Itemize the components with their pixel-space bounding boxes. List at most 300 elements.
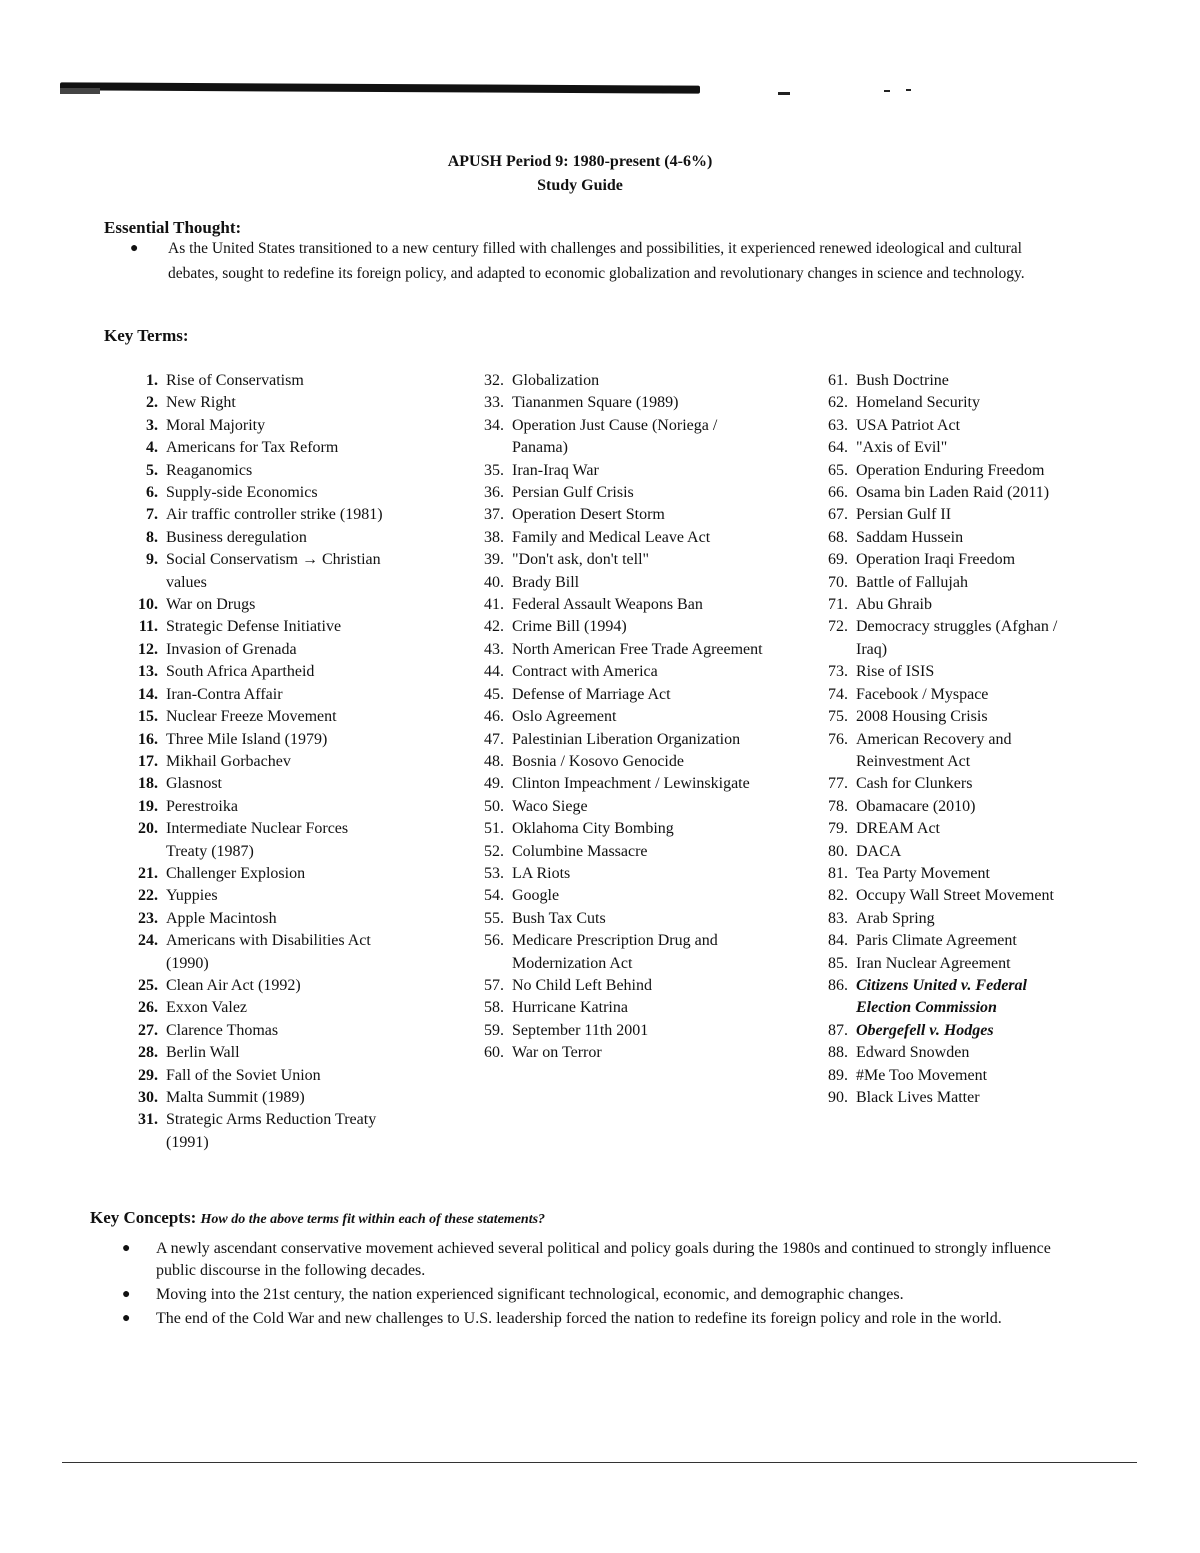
key-term-number: 4. [146,439,158,457]
key-term-label: DACA [856,842,902,860]
key-term-item [130,908,390,930]
key-term-number: 83. [828,909,848,927]
key-term-number: 51. [484,820,504,838]
key-term-number: 5. [146,461,158,479]
key-term-label: Facebook / Myspace [856,685,989,703]
key-term-item [130,930,390,975]
key-term-item [130,773,390,795]
key-term-number: 15. [138,708,158,726]
key-term-label: No Child Left Behind [512,976,652,994]
key-term-number: 49. [484,775,504,793]
key-term-item [474,863,764,885]
key-concept-item [122,1238,1092,1282]
key-term-label: Operation Just Cause (Noriega / Panama) [512,416,718,457]
key-term-item [130,594,390,616]
key-term-item [474,572,764,594]
key-term-item [816,594,1076,616]
key-term-item [816,1020,1076,1042]
key-term-item [130,415,390,437]
key-term-item [816,482,1076,504]
key-term-item [474,796,764,818]
key-term-label: Operation Desert Storm [512,506,665,524]
key-term-item [130,1065,390,1087]
key-term-label: Strategic Arms Reduction Treaty (1991) [166,1111,377,1151]
key-term-label: DREAM Act [856,820,940,838]
key-term-number: 39. [484,551,504,569]
document-subtitle: Study Guide [537,177,623,194]
key-term-label: Challenger Explosion [166,864,306,882]
key-term-number: 1. [146,372,158,389]
key-term-label: Rise of ISIS [856,663,935,681]
key-term-label: Cash for Clunkers [856,775,973,793]
key-term-number: 25. [138,976,158,994]
key-term-number: 28. [138,1044,158,1062]
document-title-block [0,150,1160,198]
key-term-number: 55. [484,909,504,927]
key-concepts-list [122,1238,1092,1332]
key-term-label: Palestinian Liberation Organization [512,730,741,748]
key-term-label: Battle of Fallujah [856,573,968,591]
key-term-label: Clarence Thomas [166,1021,279,1039]
key-term-label: Homeland Security [856,394,980,412]
key-term-number: 24. [138,932,158,950]
key-term-number: 47. [484,730,504,748]
key-term-number: 61. [828,372,848,389]
key-terms-column-3 [816,370,1076,1109]
key-terms-heading: Key Terms: [104,326,189,345]
key-term-label: 2008 Housing Crisis [856,708,988,726]
key-term-number: 74. [828,685,848,703]
key-term-number: 14. [138,685,158,703]
key-term-label: Tea Party Movement [856,864,990,882]
key-term-item [816,684,1076,706]
key-term-item [816,572,1076,594]
key-term-number: 10. [138,596,158,614]
key-term-item [130,370,390,392]
key-term-item [816,796,1076,818]
key-term-number: 35. [484,461,504,479]
key-term-label: USA Patriot Act [856,416,961,434]
key-term-label: Mikhail Gorbachev [166,752,291,770]
key-term-item [816,729,1076,774]
scan-speck [906,89,911,91]
key-term-item [130,975,390,997]
key-term-label: Edward Snowden [856,1044,970,1062]
key-term-number: 46. [484,708,504,726]
key-term-item [816,975,1076,1020]
key-term-item [816,841,1076,863]
key-term-label: Americans with Disabilities Act (1990) [166,932,371,972]
key-term-number: 73. [828,663,848,681]
key-term-label: "Axis of Evil" [856,439,948,457]
key-term-number: 12. [138,640,158,658]
key-term-label: New Right [166,394,236,412]
key-term-label: American Recovery and Reinvestment Act [856,730,1012,770]
key-term-number: 77. [828,775,848,793]
key-term-number: 13. [138,663,158,681]
key-term-label: September 11th 2001 [512,1021,649,1039]
key-term-item [130,863,390,885]
key-term-item [130,616,390,638]
key-term-number: 76. [828,730,848,748]
key-term-number: 59. [484,1021,504,1039]
key-term-label: Obergefell v. Hodges [856,1021,994,1039]
key-term-item [130,437,390,459]
key-term-number: 86. [828,976,848,994]
key-term-label: Three Mile Island (1979) [166,730,328,748]
key-term-number: 7. [146,506,158,524]
key-term-number: 79. [828,820,848,838]
key-term-item [130,729,390,751]
key-term-item [130,818,390,863]
key-term-item [816,863,1076,885]
essential-thought-bullet [130,236,1030,286]
key-term-number: 34. [484,416,504,434]
key-term-label: North American Free Trade Agreement [512,640,763,658]
key-term-label: "Don't ask, don't tell" [512,551,650,569]
key-term-item [130,1087,390,1109]
key-term-label: Obamacare (2010) [856,797,976,815]
key-term-label: Bosnia / Kosovo Genocide [512,752,684,770]
key-term-label: Osama bin Laden Raid (2011) [856,484,1050,502]
key-term-item [816,953,1076,975]
key-term-label: Reaganomics [166,461,253,479]
key-term-item [474,773,764,795]
key-term-item [130,504,390,526]
key-term-item [474,527,764,549]
key-term-label: Apple Macintosh [166,909,277,927]
key-term-label: Supply-side Economics [166,484,318,502]
key-term-item [474,908,764,930]
key-term-number: 23. [138,909,158,927]
key-term-item [474,930,764,975]
key-term-item [816,549,1076,571]
key-term-number: 37. [484,506,504,524]
key-term-number: 58. [484,999,504,1017]
key-term-item [474,504,764,526]
key-term-item [816,885,1076,907]
key-term-label: South Africa Apartheid [166,663,315,681]
key-term-number: 54. [484,887,504,905]
key-terms-column-1 [130,370,390,1154]
key-term-item [816,1065,1076,1087]
key-term-label: Rise of Conservatism [166,372,304,389]
key-term-number: 43. [484,640,504,658]
key-term-number: 72. [828,618,848,636]
key-term-item [474,594,764,616]
key-term-number: 60. [484,1044,504,1062]
key-term-item [816,773,1076,795]
key-term-number: 22. [138,887,158,905]
key-term-label: Family and Medical Leave Act [512,528,711,546]
key-term-item [474,684,764,706]
key-term-item [816,706,1076,728]
key-term-number: 80. [828,842,848,860]
key-term-label: LA Riots [512,864,571,882]
essential-thought-text: As the United States transitioned to a new century filled with challenges and possibilities, it experienced renewed ideological and cultural debates, sought to redefine its foreign policy, and adapted to economic globalization and revolutionary changes in science and technology. [168,240,1025,282]
key-term-label: Globalization [512,372,600,389]
key-term-label: Google [512,887,560,905]
key-term-number: 65. [828,461,848,479]
key-term-label: Persian Gulf II [856,506,952,524]
key-term-number: 27. [138,1021,158,1039]
key-term-item [130,549,390,594]
key-term-number: 3. [146,416,158,434]
key-term-label: Glasnost [166,775,222,793]
bullet-icon: ● [122,1287,131,1302]
key-term-number: 50. [484,797,504,815]
key-term-item [130,639,390,661]
key-term-label: Black Lives Matter [856,1089,980,1106]
key-term-item [474,729,764,751]
key-term-item [474,818,764,840]
key-concepts-heading: Key Concepts: [90,1208,197,1227]
key-term-number: 11. [138,618,158,636]
key-term-label: Iran Nuclear Agreement [856,954,1011,972]
key-term-item [816,392,1076,414]
key-term-item [816,661,1076,683]
key-concept-item [122,1284,1092,1306]
key-term-number: 17. [138,752,158,770]
key-term-label: Columbine Massacre [512,842,648,860]
key-term-label: Air traffic controller strike (1981) [166,506,383,524]
key-concepts-prompt: How do the above terms fit within each of these statements? [200,1212,546,1227]
scan-speck [884,90,890,92]
key-term-item [816,527,1076,549]
document-title: APUSH Period 9: 1980-present (4-6%) [447,153,713,170]
key-term-number: 44. [484,663,504,681]
key-term-label: Abu Ghraib [856,596,932,614]
key-term-label: Social Conservatism → Christian values [166,551,381,591]
key-terms-column-2 [474,370,764,1065]
key-term-item [130,706,390,728]
key-term-item [130,796,390,818]
key-term-number: 82. [828,887,848,905]
key-term-number: 30. [138,1089,158,1106]
key-term-item [474,751,764,773]
key-term-label: Waco Siege [512,797,588,815]
bullet-icon: ● [130,241,139,256]
key-term-label: Operation Iraqi Freedom [856,551,1016,569]
key-term-label: Contract with America [512,663,658,681]
key-term-item [474,706,764,728]
key-term-number: 67. [828,506,848,524]
key-term-number: 19. [138,797,158,815]
key-term-label: Occupy Wall Street Movement [856,887,1054,905]
key-term-number: 84. [828,932,848,950]
key-term-item [130,1020,390,1042]
key-term-number: 36. [484,484,504,502]
key-term-number: 6. [146,484,158,502]
key-term-item [474,997,764,1019]
key-term-number: 52. [484,842,504,860]
key-term-item [130,1042,390,1064]
key-term-label: Yuppies [166,887,218,905]
key-term-item [474,1020,764,1042]
key-term-number: 45. [484,685,504,703]
key-term-label: Democracy struggles (Afghan / Iraq) [856,618,1058,658]
key-term-label: Perestroika [166,797,238,815]
key-term-label: Oslo Agreement [512,708,617,726]
key-term-item [474,392,764,414]
key-concept-item [122,1308,1092,1330]
key-term-number: 53. [484,864,504,882]
key-term-item [130,1109,390,1154]
bullet-icon: ● [122,1311,131,1326]
key-term-label: Clinton Impeachment / Lewinskigate [512,775,750,793]
key-term-number: 85. [828,954,848,972]
key-term-label: Strategic Defense Initiative [166,618,342,636]
key-term-item [816,504,1076,526]
key-term-item [130,684,390,706]
key-term-label: Malta Summit (1989) [166,1089,305,1106]
key-term-item [816,1042,1076,1064]
key-term-number: 2. [146,394,158,412]
key-term-number: 57. [484,976,504,994]
key-term-number: 78. [828,797,848,815]
key-term-item [474,616,764,638]
key-term-label: Business deregulation [166,528,307,546]
key-term-number: 20. [138,820,158,838]
key-term-number: 71. [828,596,848,614]
key-term-label: Iran-Iraq War [512,461,599,479]
key-term-label: Nuclear Freeze Movement [166,708,337,726]
key-term-number: 69. [828,551,848,569]
key-term-number: 31. [138,1111,158,1129]
key-term-number: 32. [484,372,504,389]
key-term-label: Oklahoma City Bombing [512,820,674,838]
key-term-item [474,639,764,661]
key-term-label: Iran-Contra Affair [166,685,283,703]
key-term-item [130,661,390,683]
key-term-label: War on Terror [512,1044,602,1062]
key-term-item [474,841,764,863]
key-term-label: Bush Doctrine [856,372,949,389]
key-term-item [130,885,390,907]
key-term-item [474,1042,764,1064]
key-term-number: 88. [828,1044,848,1062]
key-term-number: 56. [484,932,504,950]
key-term-number: 9. [146,551,158,569]
key-term-item [816,415,1076,437]
key-term-number: 38. [484,528,504,546]
key-term-item [816,370,1076,392]
key-term-number: 42. [484,618,504,636]
key-term-item [816,460,1076,482]
key-term-label: #Me Too Movement [856,1066,988,1084]
key-term-item [816,1087,1076,1109]
key-term-label: Saddam Hussein [856,528,964,546]
key-term-item [130,392,390,414]
key-term-number: 8. [146,528,158,546]
key-term-item [816,930,1076,952]
scan-artifact-tip [60,88,100,94]
key-term-number: 29. [138,1066,158,1084]
key-term-number: 68. [828,528,848,546]
key-term-label: Brady Bill [512,573,580,591]
bullet-icon: ● [122,1241,131,1256]
key-term-item [474,460,764,482]
key-term-label: Defense of Marriage Act [512,685,671,703]
key-term-item [474,885,764,907]
key-term-label: Persian Gulf Crisis [512,484,634,502]
key-term-number: 81. [828,864,848,882]
bottom-divider [62,1462,1137,1463]
key-term-label: Federal Assault Weapons Ban [512,596,703,614]
key-term-number: 70. [828,573,848,591]
key-term-label: Citizens United v. Federal Election Commission [856,976,1027,1017]
scan-speck [778,92,790,95]
key-term-number: 90. [828,1089,848,1106]
key-term-label: Paris Climate Agreement [856,932,1017,950]
key-term-label: Intermediate Nuclear Forces Treaty (1987) [166,820,349,860]
key-term-number: 87. [828,1021,848,1039]
key-term-number: 33. [484,394,504,412]
key-term-number: 18. [138,775,158,793]
key-term-item [816,818,1076,840]
key-term-item [474,415,764,460]
key-term-number: 26. [138,999,158,1017]
essential-thought-heading: Essential Thought: [104,218,242,237]
key-term-label: Operation Enduring Freedom [856,461,1045,479]
key-term-number: 62. [828,394,848,412]
key-term-label: Moral Majority [166,416,266,434]
key-term-label: Berlin Wall [166,1044,240,1062]
key-term-label: Fall of the Soviet Union [166,1066,321,1084]
key-term-number: 63. [828,416,848,434]
key-term-label: Tiananmen Square (1989) [512,394,679,412]
key-term-item [474,975,764,997]
key-term-item [474,549,764,571]
key-concepts-header [90,1208,545,1228]
key-term-item [130,482,390,504]
key-term-label: Exxon Valez [166,999,248,1017]
key-term-label: Invasion of Grenada [166,640,297,658]
key-term-number: 89. [828,1066,848,1084]
key-term-number: 16. [138,730,158,748]
key-term-item [130,460,390,482]
key-term-number: 21. [138,864,158,882]
key-term-item [130,527,390,549]
key-term-number: 64. [828,439,848,457]
key-term-number: 48. [484,752,504,770]
key-term-item [130,997,390,1019]
key-term-item [474,661,764,683]
key-term-number: 41. [484,596,504,614]
key-concept-text: Moving into the 21st century, the nation experienced significant technological, economic, and demographic changes. [156,1286,904,1303]
key-term-label: Medicare Prescription Drug and Modernization Act [512,932,718,972]
key-term-number: 40. [484,573,504,591]
key-term-label: Americans for Tax Reform [166,439,339,457]
key-term-item [474,370,764,392]
key-term-label: Bush Tax Cuts [512,909,606,927]
key-term-item [474,482,764,504]
key-term-item [130,751,390,773]
key-concept-text: The end of the Cold War and new challenges to U.S. leadership forced the nation to redefine its foreign policy and role in the world. [156,1310,1002,1327]
key-term-label: Arab Spring [856,909,935,927]
scan-artifact-bar [60,82,700,93]
key-concept-text: A newly ascendant conservative movement achieved several political and policy goals during the 1980s and continued to strongly influence public discourse in the following decades. [156,1240,1051,1279]
key-term-number: 75. [828,708,848,726]
key-term-label: Clean Air Act (1992) [166,976,301,994]
key-term-item [816,437,1076,459]
key-term-label: Hurricane Katrina [512,999,628,1017]
key-term-item [816,908,1076,930]
key-term-item [816,616,1076,661]
key-term-label: War on Drugs [166,596,256,614]
key-term-label: Crime Bill (1994) [512,618,627,636]
key-term-number: 66. [828,484,848,502]
